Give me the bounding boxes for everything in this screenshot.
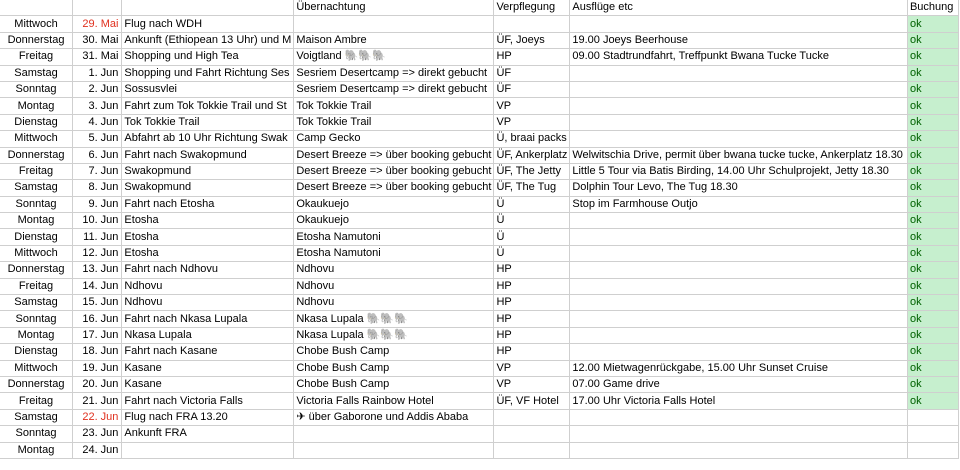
overnight-cell[interactable]: Tok Tokkie Trail	[294, 98, 494, 114]
excursions-cell[interactable]	[570, 262, 908, 278]
date-cell[interactable]: 5. Jun	[73, 131, 122, 147]
date-cell[interactable]: 24. Jun	[73, 442, 122, 458]
day-cell[interactable]: Donnerstag	[0, 262, 73, 278]
excursions-cell[interactable]	[570, 442, 908, 458]
activity-cell[interactable]: Ndhovu	[122, 278, 294, 294]
booking-status-cell[interactable]: ok	[907, 131, 958, 147]
activity-cell[interactable]: Ankunft (Ethiopean 13 Uhr) und M	[122, 32, 294, 48]
overnight-cell[interactable]: Chobe Bush Camp	[294, 360, 494, 376]
booking-status-cell[interactable]: ok	[907, 311, 958, 327]
meals-cell[interactable]: VP	[494, 114, 570, 130]
day-cell[interactable]: Donnerstag	[0, 32, 73, 48]
activity-cell[interactable]: Ndhovu	[122, 295, 294, 311]
day-cell[interactable]: Freitag	[0, 49, 73, 65]
booking-status-cell[interactable]: ok	[907, 245, 958, 261]
excursions-cell[interactable]	[570, 426, 908, 442]
table-row	[0, 147, 959, 163]
meals-cell[interactable]: HP	[494, 49, 570, 65]
activity-cell[interactable]: Abfahrt ab 10 Uhr Richtung Swak	[122, 131, 294, 147]
date-cell[interactable]: 12. Jun	[73, 245, 122, 261]
activity-cell[interactable]: Fahrt nach Ndhovu	[122, 262, 294, 278]
day-cell[interactable]: Freitag	[0, 393, 73, 409]
table-row	[0, 213, 959, 229]
excursions-cell[interactable]	[570, 344, 908, 360]
date-cell[interactable]: 8. Jun	[73, 180, 122, 196]
table-row	[0, 180, 959, 196]
date-cell[interactable]: 31. Mai	[73, 49, 122, 65]
overnight-cell[interactable]: Nkasa Lupala 🐘🐘🐘	[294, 311, 494, 327]
day-cell[interactable]: Montag	[0, 442, 73, 458]
booking-status-cell[interactable]: ok	[907, 49, 958, 65]
date-cell[interactable]: 11. Jun	[73, 229, 122, 245]
date-cell[interactable]: 7. Jun	[73, 163, 122, 179]
booking-status-cell[interactable]: ok	[907, 344, 958, 360]
date-cell[interactable]: 22. Jun	[73, 409, 122, 425]
day-cell[interactable]: Freitag	[0, 278, 73, 294]
excursions-cell[interactable]	[570, 213, 908, 229]
excursions-cell[interactable]: Stop im Farmhouse Outjo	[570, 196, 908, 212]
meals-cell[interactable]: Ü, braai packs	[494, 131, 570, 147]
header-excursions[interactable]: Ausflüge etc	[570, 0, 908, 16]
excursions-cell[interactable]	[570, 98, 908, 114]
table-row	[0, 262, 959, 278]
table-row	[0, 65, 959, 81]
table-row	[0, 409, 959, 425]
date-cell[interactable]: 21. Jun	[73, 393, 122, 409]
activity-cell[interactable]: Tok Tokkie Trail	[122, 114, 294, 130]
activity-cell[interactable]: Flug nach WDH	[122, 16, 294, 32]
activity-cell[interactable]	[122, 442, 294, 458]
excursions-cell[interactable]: Welwitschia Drive, permit über bwana tucke tucke, Ankerplatz 18.30	[570, 147, 908, 163]
booking-status-cell[interactable]: ok	[907, 393, 958, 409]
activity-cell[interactable]: Fahrt nach Kasane	[122, 344, 294, 360]
overnight-cell[interactable]	[294, 426, 494, 442]
date-cell[interactable]: 29. Mai	[73, 16, 122, 32]
excursions-cell[interactable]	[570, 131, 908, 147]
booking-status-cell[interactable]: ok	[907, 147, 958, 163]
overnight-cell[interactable]	[294, 442, 494, 458]
table-row	[0, 131, 959, 147]
day-cell[interactable]: Sonntag	[0, 81, 73, 97]
date-cell[interactable]: 16. Jun	[73, 311, 122, 327]
table-row	[0, 426, 959, 442]
meals-cell[interactable]: Ü	[494, 229, 570, 245]
meals-cell[interactable]	[494, 442, 570, 458]
overnight-cell[interactable]: Desert Breeze => über booking gebucht	[294, 163, 494, 179]
meals-cell[interactable]: HP	[494, 262, 570, 278]
booking-status-cell[interactable]: ok	[907, 376, 958, 392]
header-booking[interactable]: Buchung	[907, 0, 958, 16]
meals-cell[interactable]: ÜF, The Jetty	[494, 163, 570, 179]
table-row	[0, 376, 959, 392]
day-cell[interactable]: Samstag	[0, 409, 73, 425]
activity-cell[interactable]: Fahrt nach Etosha	[122, 196, 294, 212]
activity-cell[interactable]: Etosha	[122, 213, 294, 229]
excursions-cell[interactable]	[570, 245, 908, 261]
table-row	[0, 327, 959, 343]
day-cell[interactable]: Dienstag	[0, 229, 73, 245]
meals-cell[interactable]: HP	[494, 327, 570, 343]
booking-status-cell[interactable]: ok	[907, 114, 958, 130]
booking-status-cell[interactable]	[907, 442, 958, 458]
booking-status-cell[interactable]: ok	[907, 180, 958, 196]
date-cell[interactable]: 6. Jun	[73, 147, 122, 163]
header-cell-activity[interactable]	[122, 0, 294, 16]
activity-cell[interactable]: Fahrt nach Swakopmund	[122, 147, 294, 163]
header-row	[0, 0, 959, 16]
activity-cell[interactable]: Swakopmund	[122, 180, 294, 196]
booking-status-cell[interactable]: ok	[907, 213, 958, 229]
excursions-cell[interactable]	[570, 16, 908, 32]
booking-status-cell[interactable]: ok	[907, 295, 958, 311]
meals-cell[interactable]	[494, 409, 570, 425]
table-row	[0, 360, 959, 376]
overnight-cell[interactable]: Nkasa Lupala 🐘🐘🐘	[294, 327, 494, 343]
table-row	[0, 196, 959, 212]
overnight-cell[interactable]: Chobe Bush Camp	[294, 376, 494, 392]
table-row	[0, 114, 959, 130]
overnight-cell[interactable]: Ndhovu	[294, 295, 494, 311]
date-cell[interactable]: 3. Jun	[73, 98, 122, 114]
table-row	[0, 245, 959, 261]
table-row	[0, 295, 959, 311]
day-cell[interactable]: Dienstag	[0, 114, 73, 130]
booking-status-cell[interactable]: ok	[907, 229, 958, 245]
excursions-cell[interactable]: 12.00 Mietwagenrückgabe, 15.00 Uhr Sunset Cruise	[570, 360, 908, 376]
overnight-cell[interactable]	[294, 16, 494, 32]
excursions-cell[interactable]: 07.00 Game drive	[570, 376, 908, 392]
day-cell[interactable]: Samstag	[0, 65, 73, 81]
table-row	[0, 278, 959, 294]
meals-cell[interactable]: Ü	[494, 196, 570, 212]
meals-cell[interactable]: ÜF, Ankerplatz	[494, 147, 570, 163]
meals-cell[interactable]: Ü	[494, 245, 570, 261]
overnight-cell[interactable]: Tok Tokkie Trail	[294, 114, 494, 130]
meals-cell[interactable]: HP	[494, 295, 570, 311]
booking-status-cell[interactable]: ok	[907, 163, 958, 179]
table-row	[0, 81, 959, 97]
excursions-cell[interactable]	[570, 65, 908, 81]
day-cell[interactable]: Mittwoch	[0, 360, 73, 376]
booking-status-cell[interactable]: ok	[907, 81, 958, 97]
excursions-cell[interactable]	[570, 409, 908, 425]
header-meals[interactable]: Verpflegung	[494, 0, 570, 16]
overnight-cell[interactable]: Ndhovu	[294, 278, 494, 294]
meals-cell[interactable]: VP	[494, 376, 570, 392]
booking-status-cell[interactable]: ok	[907, 278, 958, 294]
day-cell[interactable]: Mittwoch	[0, 16, 73, 32]
header-cell-day[interactable]	[0, 0, 73, 16]
meals-cell[interactable]: ÜF	[494, 81, 570, 97]
activity-cell[interactable]: Kasane	[122, 376, 294, 392]
activity-cell[interactable]: Sossusvlei	[122, 81, 294, 97]
day-cell[interactable]: Montag	[0, 327, 73, 343]
activity-cell[interactable]: Nkasa Lupala	[122, 327, 294, 343]
date-cell[interactable]: 30. Mai	[73, 32, 122, 48]
date-cell[interactable]: 23. Jun	[73, 426, 122, 442]
activity-cell[interactable]: Flug nach FRA 13.20	[122, 409, 294, 425]
date-cell[interactable]: 10. Jun	[73, 213, 122, 229]
day-cell[interactable]: Donnerstag	[0, 147, 73, 163]
table-row	[0, 311, 959, 327]
excursions-cell[interactable]	[570, 229, 908, 245]
activity-cell[interactable]: Kasane	[122, 360, 294, 376]
overnight-cell[interactable]: Sesriem Desertcamp => direkt gebucht	[294, 81, 494, 97]
overnight-cell[interactable]: Sesriem Desertcamp => direkt gebucht	[294, 65, 494, 81]
activity-cell[interactable]: Ankunft FRA	[122, 426, 294, 442]
overnight-cell[interactable]: Etosha Namutoni	[294, 229, 494, 245]
booking-status-cell[interactable]: ok	[907, 262, 958, 278]
booking-status-cell[interactable]: ok	[907, 65, 958, 81]
day-cell[interactable]: Sonntag	[0, 426, 73, 442]
overnight-cell[interactable]: Voigtland 🐘🐘🐘	[294, 49, 494, 65]
excursions-cell[interactable]: 09.00 Stadtrundfahrt, Treffpunkt Bwana Tucke Tucke	[570, 49, 908, 65]
meals-cell[interactable]: ÜF, VF Hotel	[494, 393, 570, 409]
day-cell[interactable]: Samstag	[0, 180, 73, 196]
date-cell[interactable]: 19. Jun	[73, 360, 122, 376]
table-row	[0, 442, 959, 458]
day-cell[interactable]: Montag	[0, 98, 73, 114]
meals-cell[interactable]: VP	[494, 98, 570, 114]
table-row	[0, 32, 959, 48]
activity-cell[interactable]: Etosha	[122, 229, 294, 245]
date-cell[interactable]: 1. Jun	[73, 65, 122, 81]
day-cell[interactable]: Sonntag	[0, 311, 73, 327]
booking-status-cell[interactable]	[907, 409, 958, 425]
overnight-cell[interactable]: Chobe Bush Camp	[294, 344, 494, 360]
excursions-cell[interactable]	[570, 81, 908, 97]
meals-cell[interactable]: ÜF, The Tug	[494, 180, 570, 196]
date-cell[interactable]: 4. Jun	[73, 114, 122, 130]
overnight-cell[interactable]: Victoria Falls Rainbow Hotel	[294, 393, 494, 409]
overnight-cell[interactable]: Ndhovu	[294, 262, 494, 278]
meals-cell[interactable]: HP	[494, 344, 570, 360]
day-cell[interactable]: Samstag	[0, 295, 73, 311]
overnight-cell[interactable]: Okaukuejo	[294, 213, 494, 229]
meals-cell[interactable]: ÜF, Joeys	[494, 32, 570, 48]
booking-status-cell[interactable]: ok	[907, 360, 958, 376]
overnight-cell[interactable]: Etosha Namutoni	[294, 245, 494, 261]
day-cell[interactable]: Donnerstag	[0, 376, 73, 392]
table-row	[0, 344, 959, 360]
date-cell[interactable]: 20. Jun	[73, 376, 122, 392]
activity-cell[interactable]: Swakopmund	[122, 163, 294, 179]
overnight-cell[interactable]: Maison Ambre	[294, 32, 494, 48]
overnight-cell[interactable]: ✈ über Gaborone und Addis Ababa	[294, 409, 494, 425]
table-row	[0, 393, 959, 409]
excursions-cell[interactable]	[570, 327, 908, 343]
date-cell[interactable]: 14. Jun	[73, 278, 122, 294]
excursions-cell[interactable]: 17.00 Uhr Victoria Falls Hotel	[570, 393, 908, 409]
meals-cell[interactable]: HP	[494, 278, 570, 294]
day-cell[interactable]: Mittwoch	[0, 131, 73, 147]
excursions-cell[interactable]	[570, 311, 908, 327]
meals-cell[interactable]: HP	[494, 311, 570, 327]
day-cell[interactable]: Montag	[0, 213, 73, 229]
activity-cell[interactable]: Shopping und Fahrt Richtung Ses	[122, 65, 294, 81]
meals-cell[interactable]	[494, 426, 570, 442]
booking-status-cell[interactable]: ok	[907, 327, 958, 343]
meals-cell[interactable]: Ü	[494, 213, 570, 229]
activity-cell[interactable]: Fahrt nach Nkasa Lupala	[122, 311, 294, 327]
day-cell[interactable]: Sonntag	[0, 196, 73, 212]
table-row	[0, 229, 959, 245]
excursions-cell[interactable]: Little 5 Tour via Batis Birding, 14.00 Uhr Schulprojekt, Jetty 18.30	[570, 163, 908, 179]
date-cell[interactable]: 17. Jun	[73, 327, 122, 343]
booking-status-cell[interactable]: ok	[907, 98, 958, 114]
booking-status-cell[interactable]: ok	[907, 196, 958, 212]
day-cell[interactable]: Dienstag	[0, 344, 73, 360]
meals-cell[interactable]: VP	[494, 360, 570, 376]
header-cell-date[interactable]	[73, 0, 122, 16]
activity-cell[interactable]: Etosha	[122, 245, 294, 261]
day-cell[interactable]: Mittwoch	[0, 245, 73, 261]
day-cell[interactable]: Freitag	[0, 163, 73, 179]
excursions-cell[interactable]: 19.00 Joeys Beerhouse	[570, 32, 908, 48]
overnight-cell[interactable]: Desert Breeze => über booking gebucht	[294, 147, 494, 163]
booking-status-cell[interactable]: ok	[907, 32, 958, 48]
meals-cell[interactable]: ÜF	[494, 65, 570, 81]
excursions-cell[interactable]: Dolphin Tour Levo, The Tug 18.30	[570, 180, 908, 196]
excursions-cell[interactable]	[570, 278, 908, 294]
date-cell[interactable]: 9. Jun	[73, 196, 122, 212]
date-cell[interactable]: 18. Jun	[73, 344, 122, 360]
table-row	[0, 49, 959, 65]
header-overnight[interactable]: Übernachtung	[294, 0, 494, 16]
overnight-cell[interactable]: Desert Breeze => über booking gebucht	[294, 180, 494, 196]
excursions-cell[interactable]	[570, 295, 908, 311]
excursions-cell[interactable]	[570, 114, 908, 130]
date-cell[interactable]: 2. Jun	[73, 81, 122, 97]
meals-cell[interactable]	[494, 16, 570, 32]
booking-status-cell[interactable]: ok	[907, 16, 958, 32]
booking-status-cell[interactable]	[907, 426, 958, 442]
date-cell[interactable]: 15. Jun	[73, 295, 122, 311]
overnight-cell[interactable]: Camp Gecko	[294, 131, 494, 147]
activity-cell[interactable]: Fahrt zum Tok Tokkie Trail und St	[122, 98, 294, 114]
activity-cell[interactable]: Fahrt nach Victoria Falls	[122, 393, 294, 409]
table-row	[0, 98, 959, 114]
activity-cell[interactable]: Shopping und High Tea	[122, 49, 294, 65]
date-cell[interactable]: 13. Jun	[73, 262, 122, 278]
table-row	[0, 16, 959, 32]
overnight-cell[interactable]: Okaukuejo	[294, 196, 494, 212]
table-row	[0, 163, 959, 179]
